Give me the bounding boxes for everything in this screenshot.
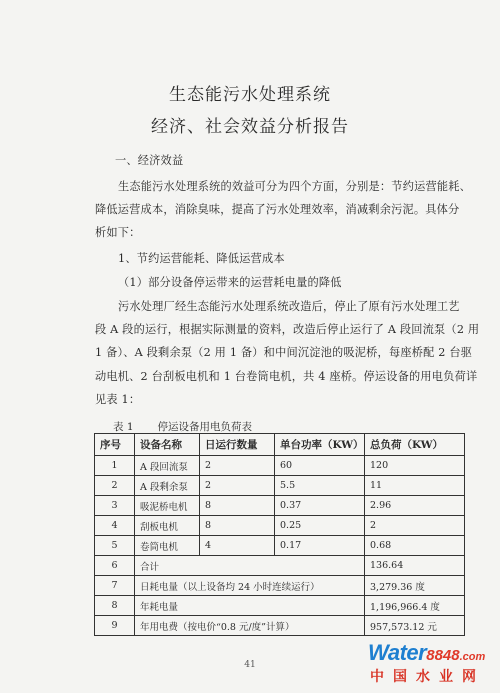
table-summary-row [95,616,465,636]
table-cell: 120 [365,456,465,476]
table-summary-row [95,576,465,596]
table-header-cell: 单台功率（KW） [275,434,365,456]
table-cell: 11 [365,476,465,496]
table-cell: 957,573.12 元 [365,616,465,636]
table-row [95,536,465,556]
watermark-word: Water [368,640,427,665]
table-cell: 年用电费（按电价“0.8 元/度”计算） [135,616,365,636]
table-cell: 3 [95,496,135,516]
table-cell: 0.37 [275,496,365,516]
table-header-cell: 设备名称 [135,434,200,456]
table-cell: 合计 [135,556,365,576]
paragraph-line: 1 备）、A 段剩余泵（2 用 1 备）和中间沉淀池的吸泥桥，每座桥配 2 台驱 [95,346,473,359]
table-row [95,476,465,496]
table-cell: 年耗电量 [135,596,365,616]
table-row [95,516,465,536]
watermark-logo [368,640,486,684]
table-cell: 8 [200,496,275,516]
table-cell: 日耗电量（以上设备均 24 小时连续运行） [135,576,365,596]
paragraph-line: 生态能污水处理系统的效益可分为四个方面，分别是：节约运营能耗、 [118,180,472,193]
document-title: 生态能污水处理系统 [169,85,331,105]
power-load-table [94,433,465,636]
table-cell: 6 [95,556,135,576]
table-cell: 2 [95,476,135,496]
table-cell: A 段剩余泵 [135,476,200,496]
table-caption-text: 停运设备用电负荷表 [157,421,253,433]
table-cell: 5 [95,536,135,556]
watermark-cn: 中国水业网 [370,668,485,684]
table-cell: 2 [200,456,275,476]
table-header-cell: 日运行数量 [200,434,275,456]
table-caption [113,419,252,434]
paragraph-line: 见表 1： [95,393,141,406]
paragraph-line: 污水处理厂经生态能污水处理系统改造后，停止了原有污水处理工艺 [118,300,460,313]
table-cell: 60 [275,456,365,476]
table-summary-row [95,596,465,616]
subsection-heading: 1、节约运营能耗、降低运营成本 [118,252,285,265]
table-cell: 136.64 [365,556,465,576]
table-header-cell: 总负荷（KW） [365,434,465,456]
table-cell: 0.68 [365,536,465,556]
table-header-cell: 序号 [95,434,135,456]
table-row [95,496,465,516]
table-cell: 7 [95,576,135,596]
table-cell: 8 [200,516,275,536]
table-cell: 0.17 [275,536,365,556]
table-cell: 0.25 [275,516,365,536]
watermark-suffix: .com [459,651,486,663]
table-cell: 3,279.36 度 [365,576,465,596]
section-heading: 一、经济效益 [115,154,184,167]
table-cell: 4 [95,516,135,536]
table-cell: 2 [365,516,465,536]
paragraph-line: 析如下： [95,226,141,239]
table-cell: 2.96 [365,496,465,516]
subsubsection-heading: （1）部分设备停运带来的运营耗电量的降低 [118,276,342,289]
table-cell: 卷筒电机 [135,536,200,556]
table-row [95,456,465,476]
table-cell: 1 [95,456,135,476]
table-cell: 1,196,966.4 度 [365,596,465,616]
table-cell: A 段回流泵 [135,456,200,476]
watermark-number: 8848 [426,647,460,664]
table-cell: 9 [95,616,135,636]
paragraph-line: 降低运营成本，消除臭味，提高了污水处理效率，消减剩余污泥。具体分 [95,203,460,216]
paragraph-line: 段 A 段的运行，根据实际测量的资料，改造后停止运行了 A 段回流泵（2 用 [95,323,480,336]
table-cell: 5.5 [275,476,365,496]
table-cell: 4 [200,536,275,556]
table-cell: 8 [95,596,135,616]
document-subtitle: 经济、社会效益分析报告 [151,117,349,137]
paragraph-line: 动电机、2 台刮板电机和 1 台卷筒电机，共 4 座桥。停运设备的用电负荷详 [95,370,478,383]
table-cell: 刮板电机 [135,516,200,536]
table-summary-row [95,556,465,576]
table-header-row [95,434,465,456]
table-cell: 2 [200,476,275,496]
table-cell: 吸泥桥电机 [135,496,200,516]
page-number: 41 [244,660,256,670]
table-caption-label: 表 1 [113,421,134,433]
